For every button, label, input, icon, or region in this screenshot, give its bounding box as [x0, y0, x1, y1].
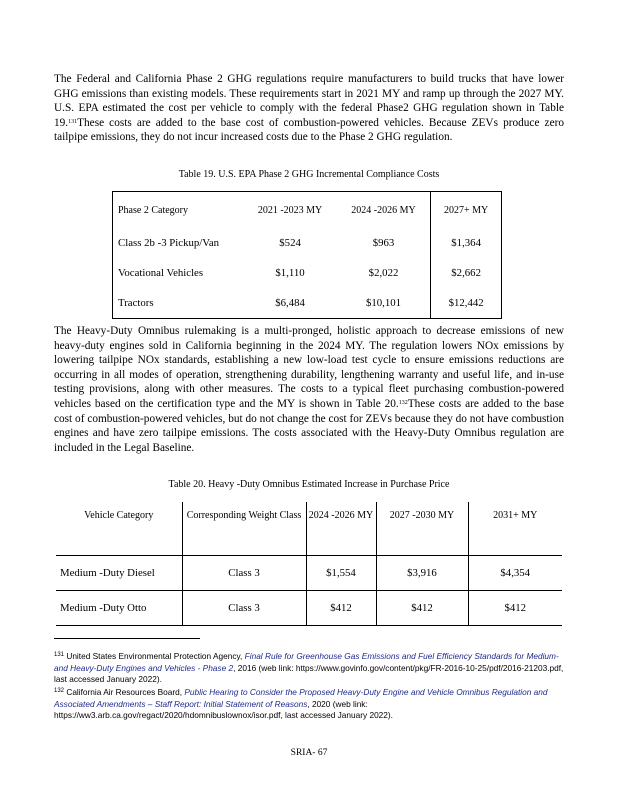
table20: [56, 502, 562, 626]
paragraph-text-after: These costs are added to the base cost of combustion-powered vehicles. Because ZEVs produce zero tailpipe emissions, they do not incur increased costs due to the Phase 2 GHG regulation.: [54, 116, 564, 144]
table20-cell: Medium -Duty Diesel: [56, 556, 182, 591]
table20-cell: $412: [376, 591, 468, 626]
page-number: SRIA- 67: [290, 748, 328, 758]
table20-header-row: [56, 502, 562, 556]
paragraph-hd-omnibus: [54, 324, 564, 455]
table20-cell: $1,554: [306, 556, 376, 591]
table19-header-cell: 2027+ MY: [431, 192, 502, 229]
table19: [112, 191, 502, 319]
footnote-ref-131[interactable]: 131: [68, 118, 78, 125]
table19-cell: $963: [337, 228, 431, 258]
table20-header-cell: 2027 -2030 MY: [376, 502, 468, 556]
table20-cell: $412: [306, 591, 376, 626]
table-row: [113, 288, 502, 319]
table19-cell: Class 2b -3 Pickup/Van: [113, 228, 244, 258]
footnote-131: [54, 651, 564, 686]
table19-cell: $1,364: [431, 228, 502, 258]
table20-cell: Medium -Duty Otto: [56, 591, 182, 626]
footnote-tail: , 2020 (web link: https://ww3.arb.ca.gov/regact/2020/hdomnibuslownox/isor.pdf, last accessed January 2022).: [54, 698, 393, 721]
footnote-number: 132: [54, 688, 65, 694]
footnote-tail: , 2016 (web link: https://www.govinfo.gov/content/pkg/FR-2016-10-25/pdf/2016-21203.pdf, last accessed January 2022).: [54, 662, 564, 685]
table19-cell: Tractors: [113, 288, 244, 319]
table-row: [113, 258, 502, 288]
footnote-separator: [54, 638, 200, 639]
table19-header-cell: 2024 -2026 MY: [337, 192, 431, 229]
footnote-ref-132[interactable]: 132: [398, 399, 408, 406]
footnote-132: [54, 687, 564, 722]
table20-cell: Class 3: [182, 556, 306, 591]
table20-header-cell: 2024 -2026 MY: [306, 502, 376, 556]
paragraph-text: The Heavy-Duty Omnibus rulemaking is a multi-pronged, holistic approach to decrease emissions of new heavy-duty engines sold in California beginning in the 2024 MY. The regulation lowers NOx emissions by lowering tailpipe NOx standards, establishing a new low-load test cycle to ensure emissions reductions are occurring in all modes of operation, strengthening durability, lengthening warranty and useful life, and in-use testing provisions, along with other measures. The costs to a typical fleet purchasing combustion-powered vehicles based on the certification type and the MY is shown in Table 20.: [54, 325, 564, 410]
table19-cell: $524: [279, 237, 301, 249]
table-row: [56, 591, 562, 626]
table19-cell: $10,101: [337, 288, 431, 319]
footnote-lead: California Air Resources Board,: [66, 687, 183, 697]
paragraph-text: The Federal and California Phase 2 GHG regulations require manufacturers to build trucks that have lower GHG emissions than existing models. These requirements start in 2021 MY and ramp up through the 2027 MY. U.S. EPA estimated the cost per vehicle to comply with the federal Phase2 GHG regulation shown in Table 19.: [54, 73, 564, 129]
footnote-title-link[interactable]: Public Hearing to Consider the Proposed Heavy-Duty Engine and Vehicle Omnibus Regulation and Associated Amendments – Staff Report: Initial Statement of Reasons: [54, 687, 548, 709]
paragraph-text-after: These costs are added to the base cost of combustion-powered vehicles, but do not change the cost for ZEVs because they do not have combustion engines and have zero tailpipe emissions. The costs associated with the Heavy-Duty Omnibus regulation are included in the Legal Baseline.: [54, 397, 564, 454]
table19-cell: $2,022: [337, 258, 431, 288]
table-row: [113, 228, 502, 258]
table19-header-cell: Phase 2 Category: [113, 192, 244, 229]
table19-header-row: [113, 192, 502, 229]
table20-cell: $412: [468, 591, 562, 626]
table20-caption: Table 20. Heavy -Duty Omnibus Estimated Increase in Purchase Price: [168, 479, 450, 490]
table20-header-cell: Corresponding Weight Class: [182, 502, 306, 556]
table19-caption: Table 19. U.S. EPA Phase 2 GHG Incremental Compliance Costs: [178, 169, 440, 180]
footnote-title-link[interactable]: Final Rule for Greenhouse Gas Emissions and Fuel Efficiency Standards for Medium- and Heavy-Duty Engines and Vehicles - Phase 2: [54, 651, 559, 673]
table20-header-cell: 2031+ MY: [468, 502, 562, 556]
table20-cell: $3,916: [376, 556, 468, 591]
footnote-lead: United States Environmental Protection Agency,: [66, 651, 243, 661]
table20-cell: $4,354: [468, 556, 562, 591]
table19-cell: Vocational Vehicles: [113, 258, 244, 288]
footnote-number: 131: [54, 652, 65, 658]
table19-cell: $6,484: [243, 288, 336, 319]
table19-cell: $12,442: [431, 288, 502, 319]
table20-header-cell: Vehicle Category: [56, 502, 182, 556]
paragraph-phase2-ghg: [54, 72, 564, 145]
table19-header-cell: 2021 -2023 MY: [243, 192, 336, 229]
table19-cell: $2,662: [431, 258, 502, 288]
table20-cell: Class 3: [182, 591, 306, 626]
table-row: [56, 556, 562, 591]
table19-cell: $1,110: [275, 267, 305, 279]
